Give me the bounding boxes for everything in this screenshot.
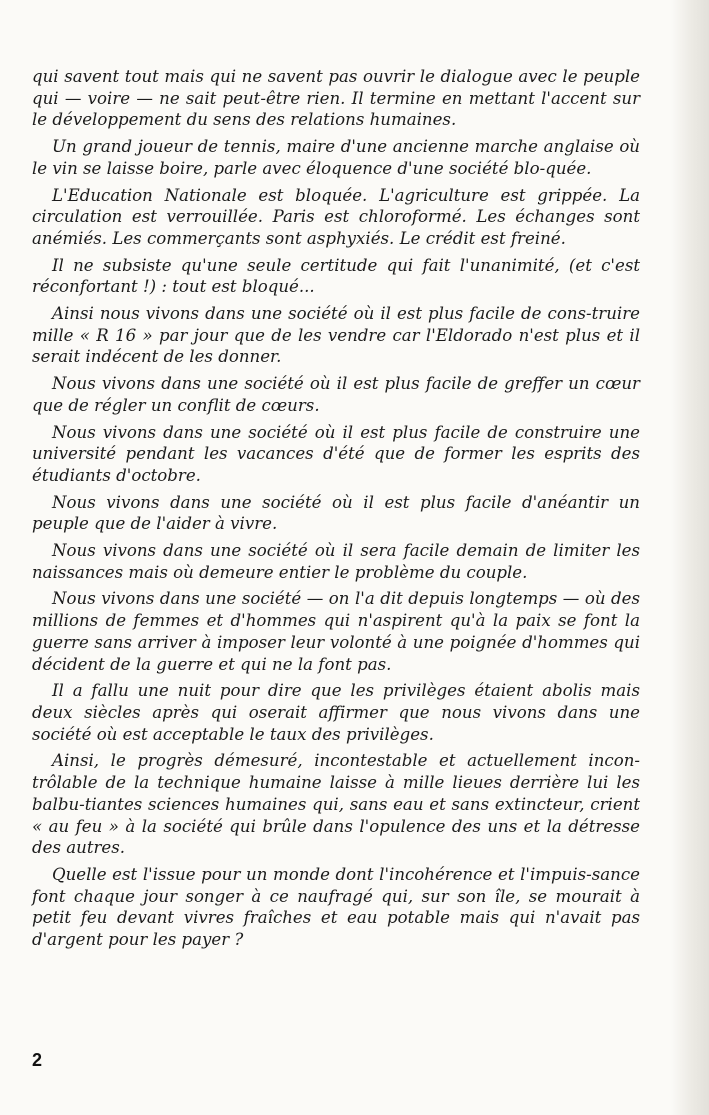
- paragraph-13: Quelle est l'issue pour un monde dont l'incohérence et l'impuis-sance font chaque jour songer à ce naufragé qui, sur son île, se mourait à petit feu devant vivres fraîches et eau potable mais qui n'avait pas d'argent pour les payer ?: [32, 864, 640, 950]
- paragraph-8: Nous vivons dans une société où il est plus facile d'anéantir un peuple que de l'aider à vivre.: [32, 492, 640, 534]
- paragraph-4: Il ne subsiste qu'une seule certitude qui fait l'unanimité, (et c'est réconfortant !) : tout est bloqué...: [32, 255, 640, 297]
- paragraph-1: qui savent tout mais qui ne savent pas ouvrir le dialogue avec le peuple qui — voire — ne sait peut-être rien. Il termine en mettant l'accent sur le développement du sens des relations humaines.: [32, 67, 640, 130]
- paragraph-3: L'Education Nationale est bloquée. L'agriculture est grippée. La circulation est verrouillée. Paris est chloroformé. Les échanges sont anémiés. Les commerçants sont asphyxiés. Le crédit est freiné.: [32, 185, 640, 248]
- paragraph-7: Nous vivons dans une société où il est plus facile de construire une université pendant les vacances d'été que de former les esprits des étudiants d'octobre.: [32, 422, 640, 485]
- paragraph-11: Il a fallu une nuit pour dire que les privilèges étaient abolis mais deux siècles après qui oserait affirmer que nous vivons dans une société où est acceptable le taux des privilèges.: [32, 681, 640, 744]
- paragraph-5: Ainsi nous vivons dans une société où il est plus facile de cons-truire mille « R 16 » par jour que de les vendre car l'Eldorado n'est plus et il serait indécent de les donner.: [32, 304, 640, 367]
- paragraph-2: Un grand joueur de tennis, maire d'une ancienne marche anglaise où le vin se laisse boire, parle avec éloquence d'une société blo-quée.: [32, 137, 640, 178]
- paragraph-9: Nous vivons dans une société où il sera facile demain de limiter les naissances mais où demeure entier le problème du couple.: [32, 541, 640, 582]
- paragraph-12: Ainsi, le progrès démesuré, incontestable et actuellement incon-trôlable de la technique humaine laisse à mille lieues derrière lui les balbu-tiantes sciences humaines qui, sans eau et sans extincteur, crient « au feu » à la société qui brûle dans l'opulence des uns et la détresse des autres.: [32, 751, 640, 858]
- body-text: [32, 66, 640, 956]
- paragraph-10: Nous vivons dans une société — on l'a dit depuis longtemps — où des millions de femmes et d'hommes qui n'aspirent qu'à la paix se font la guerre sans arriver à imposer leur volonté à une poignée d'hommes qui décident de la guerre et qui ne la font pas.: [32, 589, 640, 674]
- page-number: 2: [32, 1050, 43, 1070]
- paragraph-6: Nous vivons dans une société où il est plus facile de greffer un cœur que de régler un conflit de cœurs.: [32, 374, 640, 415]
- page-edge-shadow: [671, 0, 709, 1115]
